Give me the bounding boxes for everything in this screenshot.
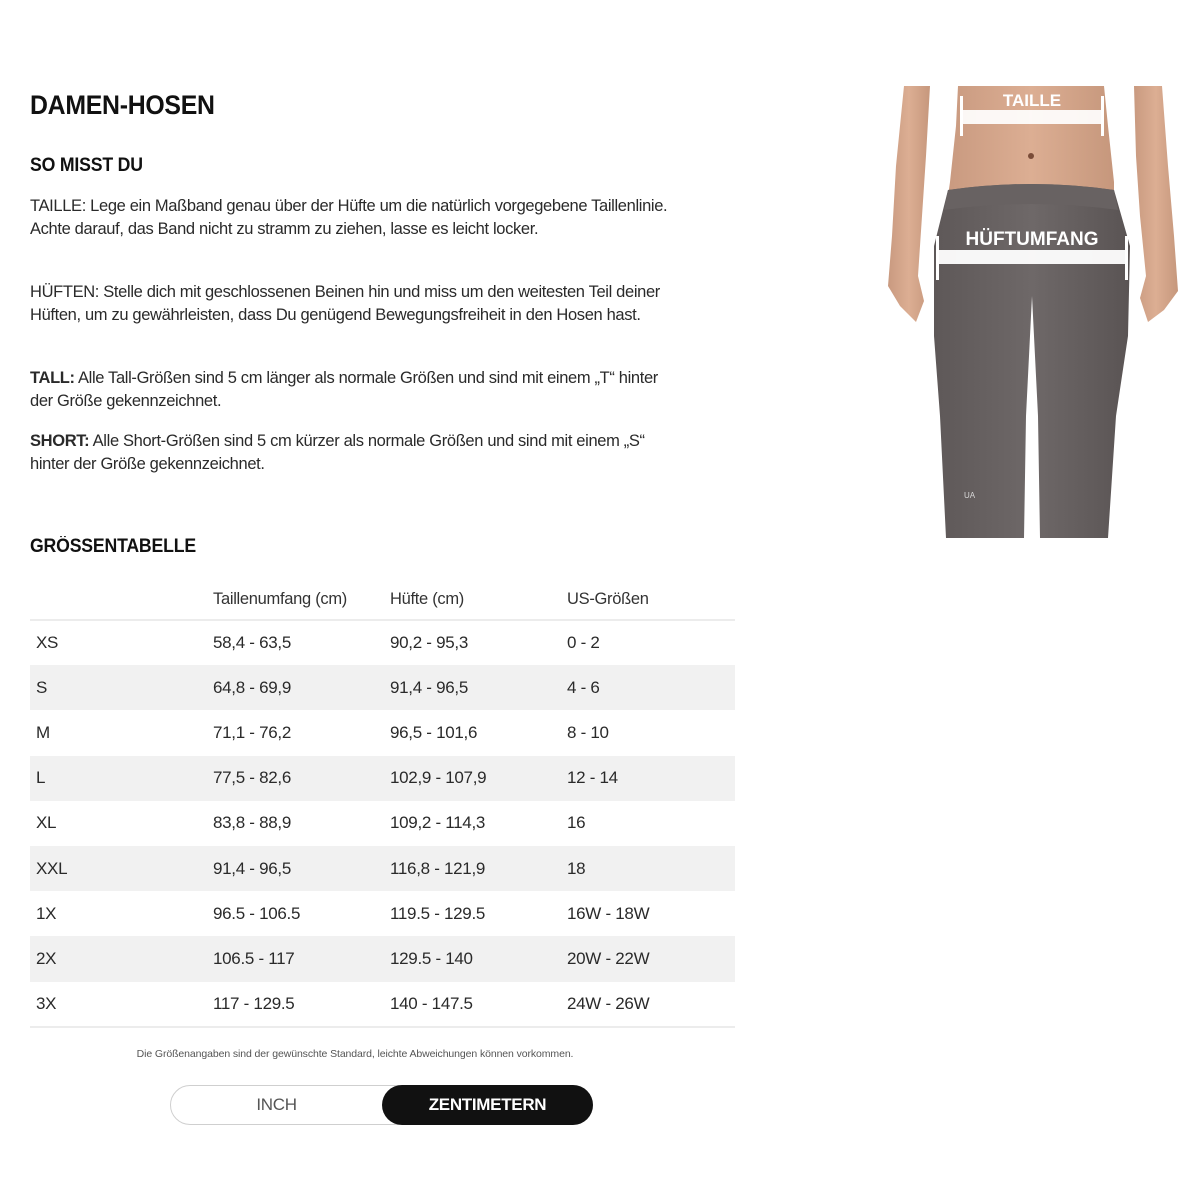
cell-hip: 91,4 - 96,5 [390, 665, 567, 710]
cell-hip: 140 - 147.5 [390, 982, 567, 1027]
table-row [30, 756, 735, 801]
cell-us-size: 0 - 2 [567, 633, 600, 653]
cell-waist: 64,8 - 69,9 [213, 665, 390, 710]
header-us-size: US-Größen [567, 580, 735, 620]
hip-measure-tick-left [936, 236, 939, 280]
cell-us-size: 4 - 6 [567, 665, 735, 710]
cell-size: 1X [36, 903, 57, 923]
cell-us-size: 20W - 22W [567, 936, 735, 981]
cell-waist: 83,8 - 88,9 [213, 813, 291, 833]
brand-logo-icon: UA [964, 491, 976, 500]
cell-waist: 71,1 - 76,2 [213, 722, 291, 742]
cell-hip: 119.5 - 129.5 [390, 903, 486, 923]
waist-measure-tick-left [960, 96, 963, 136]
cell-waist: 58,4 - 63,5 [213, 633, 291, 653]
table-row [30, 620, 735, 665]
cell-us-size: 24W - 26W [567, 982, 735, 1027]
instruction-text: Stelle dich mit geschlossenen Beinen hin und miss um den weitesten Teil deiner Hüften, um zu gewährleisten, dass Du genügend Bewegungsfreiheit in den Hosen hast. [30, 283, 660, 324]
cell-size: L [30, 756, 213, 801]
cell-us-size: 18 [567, 846, 735, 891]
left-arm [888, 86, 930, 322]
header-hip: Hüfte (cm) [390, 580, 567, 620]
table-row [30, 846, 735, 891]
header-waist: Taillenumfang (cm) [213, 580, 390, 620]
cell-us-size: 8 - 10 [567, 722, 609, 742]
table-header-row [30, 580, 735, 620]
table-row [30, 936, 735, 981]
cell-waist: 106.5 - 117 [213, 936, 390, 981]
instruction-label: SHORT: [30, 432, 90, 450]
instruction-label: TAILLE: [30, 197, 86, 215]
instruction-text: Lege ein Maßband genau über der Hüfte um die natürlich vorgegebene Taillenlinie. Achte darauf, das Band nicht zu stramm zu ziehen, lasse es leicht locker. [30, 197, 668, 238]
waist-label: TAILLE [1002, 91, 1062, 110]
measure-instruction-hips [30, 281, 680, 326]
cell-hip: 129.5 - 140 [390, 936, 567, 981]
hip-label: HÜFTUMFANG [965, 229, 1099, 250]
instruction-label: HÜFTEN: [30, 283, 100, 301]
table-row [30, 801, 735, 846]
table-row [30, 891, 735, 936]
unit-option-centimeters[interactable]: ZENTIMETERN [382, 1085, 593, 1125]
cell-size: XL [36, 813, 57, 833]
cell-hip: 90,2 - 95,3 [390, 633, 468, 653]
table-row [30, 710, 735, 755]
header-size [30, 580, 213, 620]
cell-us-size: 16W - 18W [567, 903, 650, 923]
cell-waist: 91,4 - 96,5 [213, 846, 390, 891]
leggings-model-image [882, 86, 1182, 542]
cell-size: M [36, 722, 50, 742]
cell-hip: 116,8 - 121,9 [390, 846, 567, 891]
waist-measure-band [962, 110, 1102, 124]
right-arm [1134, 86, 1178, 322]
size-disclaimer: Die Größenangaben sind der gewünschte Standard, leichte Abweichungen können vorkommen. [136, 1048, 574, 1060]
cell-hip: 109,2 - 114,3 [390, 813, 486, 833]
instruction-text: Alle Tall-Größen sind 5 cm länger als normale Größen und sind mit einem „T“ hinter der Größe gekennzeichnet. [30, 369, 658, 410]
unit-option-inch[interactable]: INCH [256, 1095, 297, 1114]
instruction-label: TALL: [30, 369, 75, 387]
cell-size: XXL [30, 846, 213, 891]
measure-instruction-short [30, 430, 680, 475]
cell-us-size: 12 - 14 [567, 756, 735, 801]
cell-size: S [30, 665, 213, 710]
page-title: DAMEN-HOSEN [30, 90, 215, 120]
waist-measure-tick-right [1101, 96, 1104, 136]
navel [1028, 153, 1034, 159]
hip-measure-tick-right [1125, 236, 1128, 280]
how-to-measure-title: SO MISST DU [30, 155, 143, 176]
measure-instruction-waist [30, 195, 680, 240]
instruction-text: Alle Short-Größen sind 5 cm kürzer als normale Größen und sind mit einem „S“ hinter der Größe gekennzeichnet. [30, 432, 645, 473]
cell-size: 2X [30, 936, 213, 981]
measurement-illustration [882, 86, 1182, 542]
cell-us-size: 16 [567, 813, 586, 833]
measure-instruction-tall [30, 367, 680, 412]
cell-size: XS [36, 633, 59, 653]
size-table-title: GRÖSSENTABELLE [30, 536, 196, 557]
hip-measure-band [938, 250, 1126, 264]
cell-hip: 96,5 - 101,6 [390, 722, 478, 742]
cell-waist: 96.5 - 106.5 [213, 903, 301, 923]
unit-toggle[interactable] [170, 1085, 593, 1125]
cell-size: 3X [30, 982, 213, 1027]
cell-waist: 77,5 - 82,6 [213, 756, 390, 801]
cell-hip: 102,9 - 107,9 [390, 756, 567, 801]
table-row [30, 982, 735, 1027]
size-table [30, 580, 735, 1028]
cell-waist: 117 - 129.5 [213, 982, 390, 1027]
table-row [30, 665, 735, 710]
